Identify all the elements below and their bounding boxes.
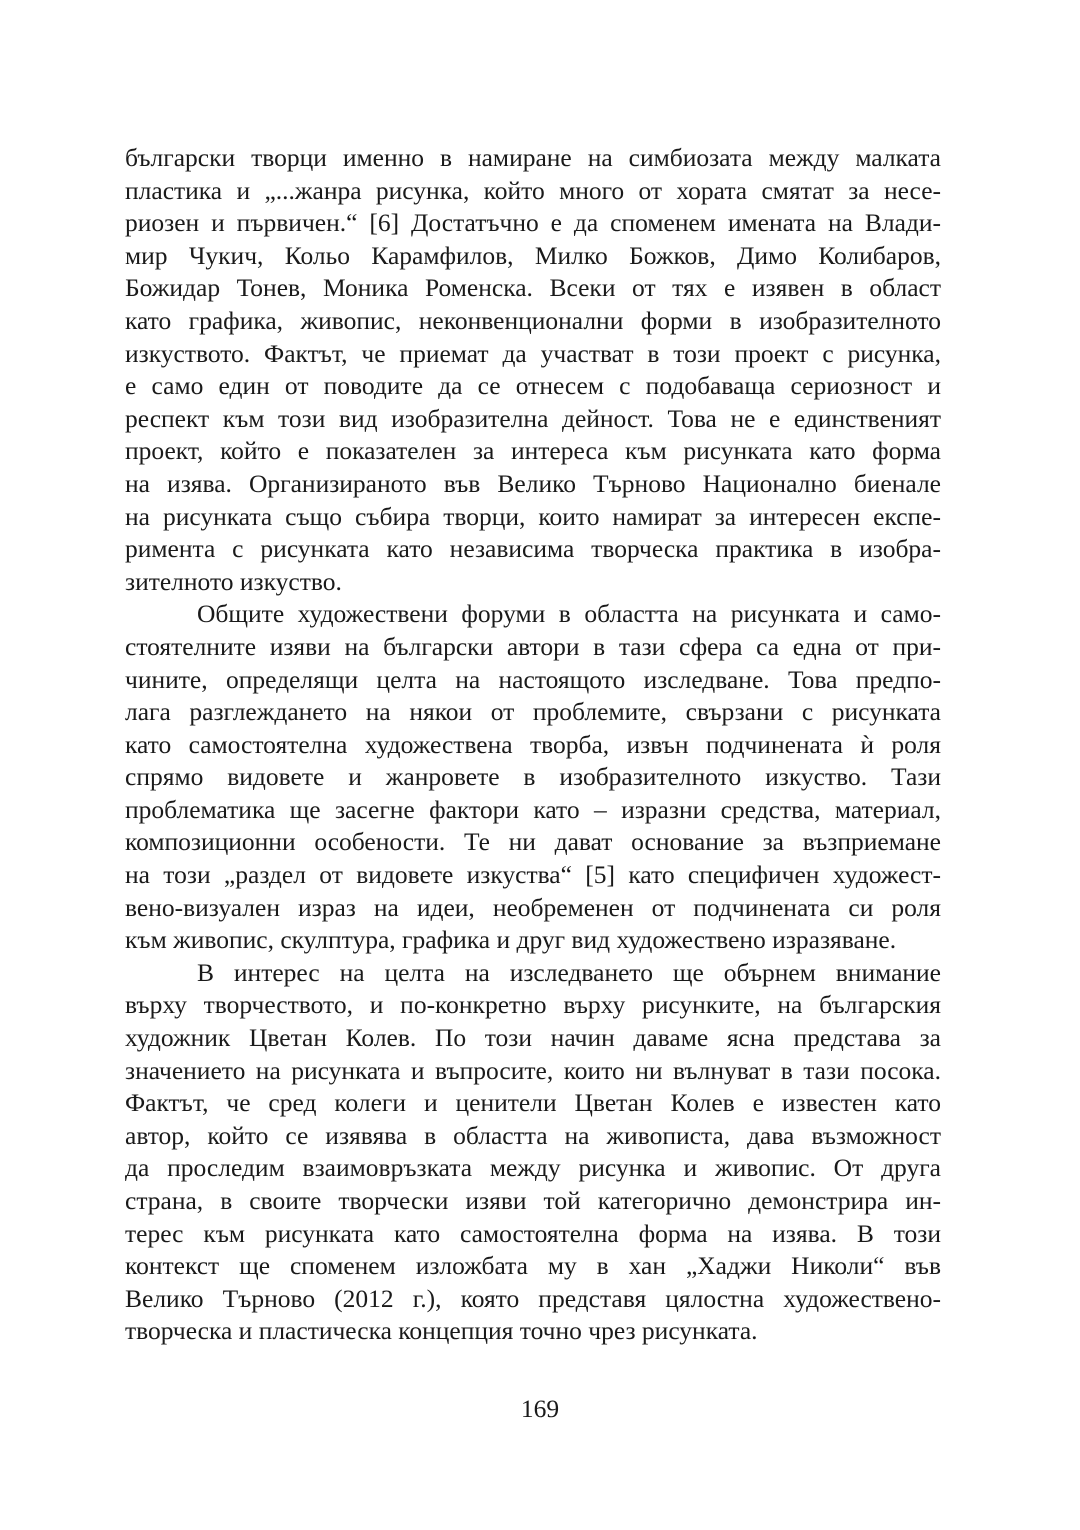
document-body (125, 142, 941, 1348)
text-line: вено-визуален израз на идеи, необременен от подчинената си роля (125, 892, 941, 922)
text-line: Фактът, че сред колеги и ценители Цветан Колев е известен като (125, 1088, 941, 1118)
text-line: е само един от поводите да се отнесем с подобаваща сериозност и (125, 371, 941, 401)
text-line: страна, в своите творчески изяви той категорично демонстрира ин- (125, 1186, 941, 1215)
text-line: върху творчеството, и по-конкретно върху рисунките, на българския (125, 990, 941, 1020)
text-line: автор, който се изявява в областта на живописта, дава възможност (125, 1120, 941, 1150)
text-line: Общите художествени форуми в областта на рисунката и само- (197, 599, 941, 629)
text-line: лага разглеждането на някои от проблемите, свързани с рисунката (125, 697, 941, 727)
text-line: риозен и първичен.“ [6] Достатъчно е да споменем имената на Влади- (125, 208, 941, 238)
text-line: В интерес на целта на изследването ще обърнем внимание (197, 957, 941, 987)
text-line: мир Чукич, Кольо Карамфилов, Милко Божков, Димо Колибаров, (125, 240, 941, 270)
text-line: чините, определящи целта на настоящото изследване. Това предпо- (125, 664, 941, 694)
text-line: проект, който е показателен за интереса към рисунката като форма (125, 436, 941, 466)
text-line: към живопис, скулптура, графика и друг вид художествено изразяване. (125, 925, 897, 955)
text-line: да проследим взаимовръзката между рисунка и живопис. От друга (125, 1153, 941, 1183)
text-line: Божидар Тонев, Моника Роменска. Всеки от тях е изявен в област (125, 273, 941, 303)
text-line: спрямо видовете и жанровете в изобразителното изкуство. Тази (125, 762, 941, 792)
text-line: Велико Търново (2012 г.), която представя цялостна художествено- (125, 1283, 941, 1313)
page-number: 169 (520, 1394, 560, 1423)
text-line: на рисунката също събира творци, които намират за интересен експе- (125, 501, 941, 531)
text-line: на изява. Организираното във Велико Търново Национално биенале (125, 468, 941, 498)
text-line: стоятелните изяви на български автори в тази сфера са една от при- (125, 631, 941, 661)
text-line: на този „раздел от видовете изкуства“ [5] като специфичен художест- (125, 860, 941, 890)
text-line: пластика и „...жанра рисунка, който много от хората смятат за несе- (125, 175, 941, 205)
text-line: респект към този вид изобразителна дейност. Това не е единственият (125, 403, 941, 433)
text-line: зителното изкуство. (125, 566, 342, 596)
text-line: като самостоятелна художествена творба, извън подчинената ѝ роля (125, 729, 941, 759)
text-line: български творци именно в намиране на симбиозата между малката (125, 143, 941, 172)
text-line: контекст ще споменем изложбата му в хан „Хаджи Николи“ във (125, 1251, 941, 1281)
text-line: като графика, живопис, неконвенционални форми в изобразителното (125, 305, 941, 335)
text-line: художник Цветан Колев. По този начин даваме ясна представа за (125, 1023, 941, 1053)
text-line: терес към рисунката като самостоятелна форма на изява. В този (125, 1218, 941, 1248)
text-line: композиционни особености. Те ни дават основание за възприемане (125, 827, 941, 857)
text-line: римента с рисунката като независима творческа практика в изобра- (125, 534, 941, 564)
text-line: творческа и пластическа концепция точно чрез рисунката. (125, 1316, 758, 1346)
text-line: проблематика ще засегне фактори като – изразни средства, материал, (125, 794, 941, 824)
text-line: изкуството. Фактът, че приемат да участват в този проект с рисунка, (125, 338, 941, 368)
text-line: значението на рисунката и въпросите, които ни вълнуват в тази посока. (125, 1055, 941, 1085)
